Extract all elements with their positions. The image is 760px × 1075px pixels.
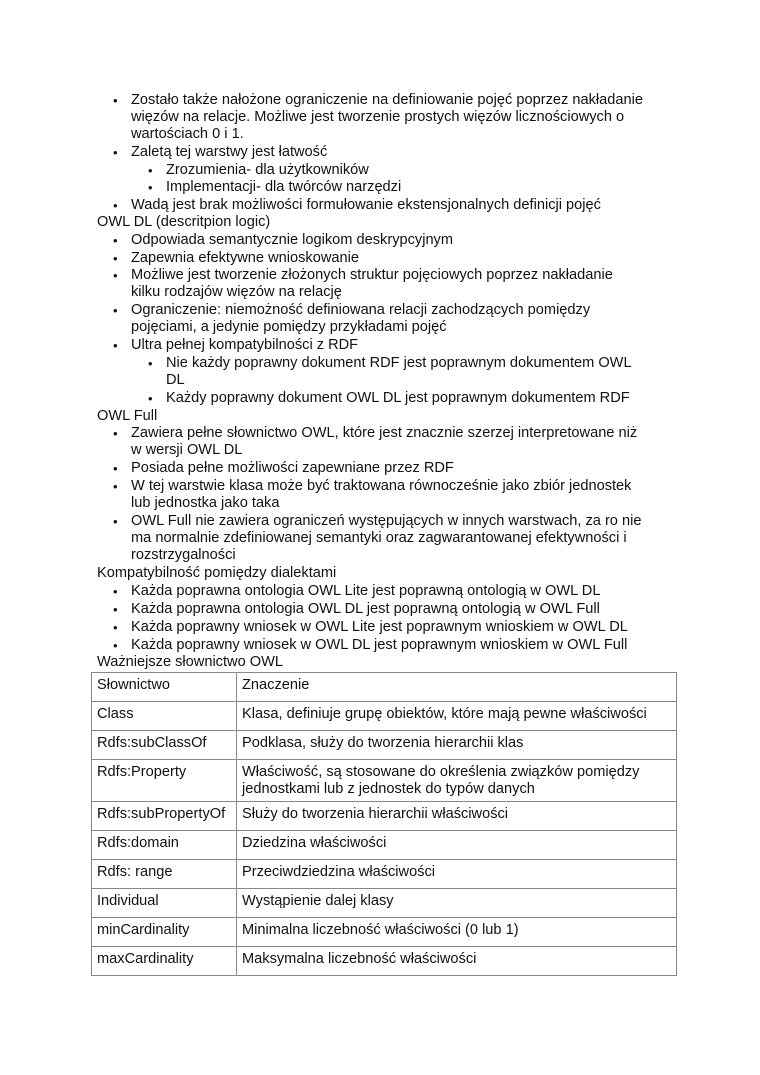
- section-heading: Ważniejsze słownictwo OWL: [97, 654, 283, 670]
- bullet-icon: •: [148, 356, 153, 371]
- table-cell: Minimalna liczebność właściwości (0 lub 1): [237, 918, 677, 947]
- vocabulary-table: [91, 672, 677, 976]
- section-heading: Kompatybilność pomiędzy dialektami: [97, 565, 337, 581]
- bullet-icon: •: [113, 620, 118, 635]
- bullet-icon: •: [148, 391, 153, 406]
- table-row: [92, 860, 677, 889]
- table-cell: Służy do tworzenia hierarchii właściwości: [237, 802, 677, 831]
- bullet-icon: •: [113, 233, 118, 248]
- bullet-icon: •: [113, 198, 118, 213]
- bullet-icon: •: [148, 163, 153, 178]
- table-cell: Rdfs:Property: [92, 760, 237, 802]
- bullet-icon: •: [148, 180, 153, 195]
- bullet-icon: •: [113, 93, 118, 108]
- bullet-icon: •: [113, 514, 118, 529]
- bullet-icon: •: [113, 584, 118, 599]
- text-line: Każda poprawny wniosek w OWL Lite jest poprawnym wnioskiem w OWL DL: [131, 619, 628, 635]
- text-line: rozstrzygalności: [131, 547, 236, 563]
- table-cell: Podklasa, służy do tworzenia hierarchii klas: [237, 731, 677, 760]
- bullet-icon: •: [113, 479, 118, 494]
- table-cell: Dziedzina właściwości: [237, 831, 677, 860]
- table-cell: Rdfs: range: [92, 860, 237, 889]
- table-cell: Znaczenie: [237, 673, 677, 702]
- text-line: pojęciami, a jedynie pomiędzy przykładami pojęć: [131, 319, 447, 335]
- text-line: wartościach 0 i 1.: [131, 126, 244, 142]
- text-line: Każda poprawny wniosek w OWL DL jest poprawnym wnioskiem w OWL Full: [131, 637, 628, 653]
- text-line: OWL Full nie zawiera ograniczeń występujących w innych warstwach, za ro nie: [131, 513, 642, 529]
- table-header-row: [92, 673, 677, 702]
- text-line: Ograniczenie: niemożność definiowana relacji zachodzących pomiędzy: [131, 302, 591, 318]
- table-row: [92, 760, 677, 802]
- bullet-icon: •: [113, 338, 118, 353]
- table-cell: Rdfs:domain: [92, 831, 237, 860]
- text-line: Każdy poprawny dokument OWL DL jest poprawnym dokumentem RDF: [166, 390, 630, 406]
- section-heading: OWL DL (descritpion logic): [97, 214, 271, 230]
- bullet-icon: •: [113, 268, 118, 283]
- text-line: w wersji OWL DL: [131, 442, 243, 458]
- table-cell: Maksymalna liczebność właściwości: [237, 947, 677, 976]
- text-line: Zrozumienia- dla użytkowników: [166, 162, 369, 178]
- text-line: Zaletą tej warstwy jest łatwość: [131, 144, 328, 160]
- table-cell: minCardinality: [92, 918, 237, 947]
- table-row: [92, 947, 677, 976]
- text-line: Wadą jest brak możliwości formułowanie ekstensjonalnych definicji pojęć: [131, 197, 601, 213]
- table-row: [92, 731, 677, 760]
- bullet-icon: •: [113, 303, 118, 318]
- text-line: Ultra pełnej kompatybilności z RDF: [131, 337, 359, 353]
- text-line: Zawiera pełne słownictwo OWL, które jest znacznie szerzej interpretowane niż: [131, 425, 638, 441]
- table-cell: Individual: [92, 889, 237, 918]
- table-cell: Przeciwdziedzina właściwości: [237, 860, 677, 889]
- bullet-icon: •: [113, 461, 118, 476]
- table-cell: Rdfs:subPropertyOf: [92, 802, 237, 831]
- table-cell: Rdfs:subClassOf: [92, 731, 237, 760]
- text-line: kilku rodzajów więzów na relację: [131, 284, 342, 300]
- text-line: Implementacji- dla twórców narzędzi: [166, 179, 402, 195]
- table-cell: Właściwość, są stosowane do określenia związków pomiędzy jednostkami lub z jednostek do typów danych: [237, 760, 677, 802]
- text-line: Każda poprawna ontologia OWL Lite jest poprawną ontologią w OWL DL: [131, 583, 601, 599]
- bullet-icon: •: [113, 638, 118, 653]
- bullet-icon: •: [113, 602, 118, 617]
- text-line: Każda poprawna ontologia OWL DL jest poprawną ontologią w OWL Full: [131, 601, 600, 617]
- text-line: ma normalnie zdefiniowanej semantyki oraz zagwarantowanej efektywności i: [131, 530, 627, 546]
- text-line: DL: [166, 372, 185, 388]
- text-line: Posiada pełne możliwości zapewniane przez RDF: [131, 460, 454, 476]
- table-cell: Class: [92, 702, 237, 731]
- bullet-icon: •: [113, 145, 118, 160]
- section-heading: OWL Full: [97, 408, 158, 424]
- table-row: [92, 802, 677, 831]
- table-row: [92, 889, 677, 918]
- text-line: Zostało także nałożone ograniczenie na definiowanie pojęć poprzez nakładanie: [131, 92, 643, 108]
- table-row: [92, 831, 677, 860]
- bullet-icon: •: [113, 426, 118, 441]
- table-cell: Wystąpienie dalej klasy: [237, 889, 677, 918]
- table-row: [92, 918, 677, 947]
- table-cell: Słownictwo: [92, 673, 237, 702]
- text-line: Możliwe jest tworzenie złożonych struktur pojęciowych poprzez nakładanie: [131, 267, 613, 283]
- text-line: więzów na relacje. Możliwe jest tworzenie prostych więzów licznościowych o: [131, 109, 625, 125]
- text-line: Zapewnia efektywne wnioskowanie: [131, 250, 359, 266]
- bullet-icon: •: [113, 251, 118, 266]
- table-cell: Klasa, definiuje grupę obiektów, które mają pewne właściwości: [237, 702, 677, 731]
- text-line: Odpowiada semantycznie logikom deskrypcyjnym: [131, 232, 454, 248]
- table-row: [92, 702, 677, 731]
- text-line: W tej warstwie klasa może być traktowana równocześnie jako zbiór jednostek: [131, 478, 632, 494]
- table-cell: maxCardinality: [92, 947, 237, 976]
- text-line: lub jednostka jako taka: [131, 495, 280, 511]
- text-line: Nie każdy poprawny dokument RDF jest poprawnym dokumentem OWL: [166, 355, 632, 371]
